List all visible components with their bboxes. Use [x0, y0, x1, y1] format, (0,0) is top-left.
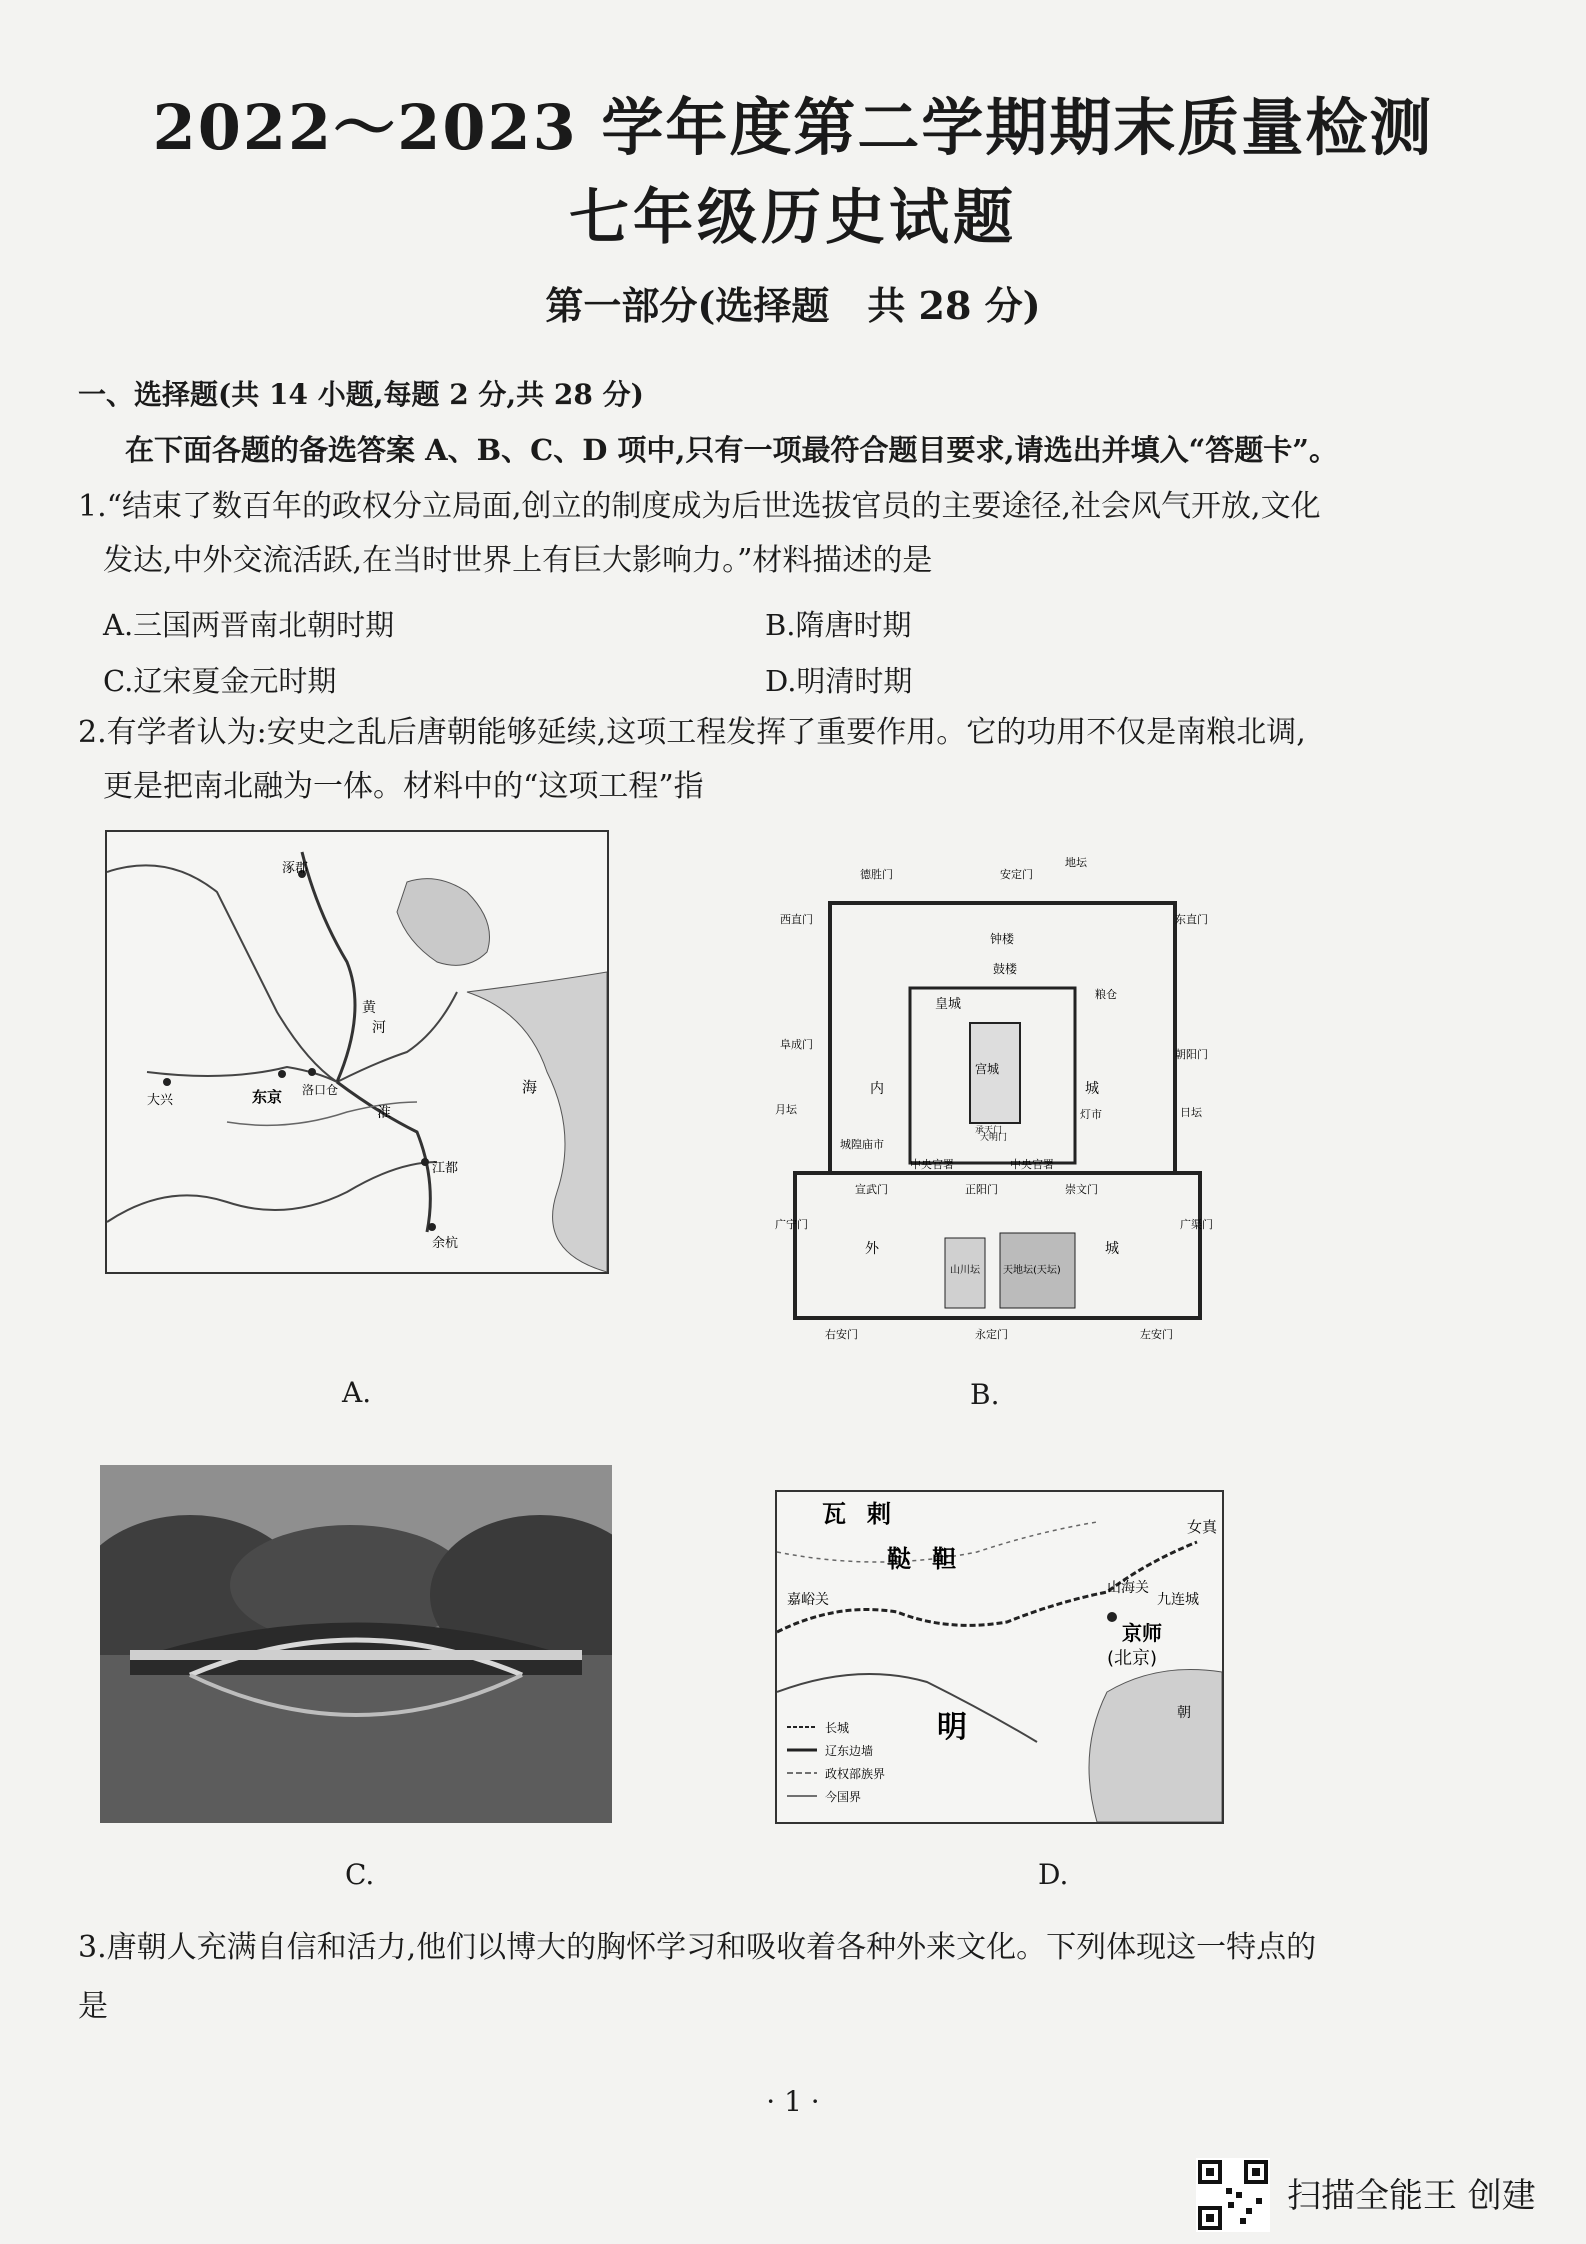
- map-b-label: 天地坛(天坛): [1003, 1265, 1061, 1276]
- map-b-label: 永定门: [975, 1328, 1008, 1341]
- map-b-label: 正阳门: [965, 1183, 998, 1196]
- option-d-great-wall-map: [775, 1490, 1224, 1824]
- map-a-label: 大兴: [147, 1093, 174, 1108]
- map-a-label: 洛口仓: [302, 1083, 339, 1097]
- map-d-label: (北京): [1107, 1648, 1158, 1669]
- q1-option-b: B.隋唐时期: [765, 608, 912, 642]
- map-b-label: 东直门: [1175, 913, 1208, 926]
- caption-d: D.: [1038, 1858, 1069, 1891]
- map-b-label: 日坛: [1180, 1106, 1202, 1119]
- section-heading: 一、选择题(共 14 小题,每题 2 分,共 28 分): [78, 378, 644, 411]
- map-a-label: 海: [522, 1078, 538, 1096]
- map-d-legend: 今国界: [825, 1790, 862, 1804]
- caption-c: C.: [345, 1858, 375, 1891]
- map-b-label: 广宁门: [775, 1218, 808, 1231]
- map-d-label: 九连城: [1157, 1592, 1199, 1608]
- map-b-label: 城隍庙市: [840, 1138, 884, 1151]
- option-a-canal-map: [105, 830, 609, 1274]
- map-b-label: 钟楼: [990, 932, 1015, 946]
- map-d-label: 朝: [1177, 1705, 1191, 1721]
- caption-a: A.: [342, 1376, 372, 1409]
- map-a-label: 东京: [252, 1088, 283, 1106]
- exam-subtitle: 七年级历史试题: [569, 183, 1017, 253]
- map-d-legend: 辽东边墙: [825, 1744, 874, 1758]
- page-number: · 1 ·: [766, 2085, 820, 2118]
- map-b-label: 宣武门: [855, 1183, 888, 1196]
- qr-code-icon: [1196, 2158, 1270, 2232]
- map-a-label: 涿郡: [282, 861, 309, 876]
- map-b-label: 承天门: [975, 1126, 1003, 1136]
- q1-option-d: D.明清时期: [765, 664, 913, 698]
- map-b-label: 山川坛: [950, 1265, 980, 1276]
- question-1-line2: 发达,中外交流活跃,在当时世界上有巨大影响力。”材料描述的是: [103, 543, 933, 578]
- map-b-label: 大明门: [980, 1133, 1008, 1143]
- exam-title: 2022～2023 学年度第二学期期末质量检测: [152, 91, 1434, 164]
- map-a-label: 河: [372, 1020, 386, 1036]
- map-b-label: 中央官署: [910, 1158, 954, 1171]
- map-b-label: 右安门: [825, 1328, 858, 1341]
- map-b-label: 城: [1085, 1081, 1099, 1097]
- q1-option-a: A.三国两晋南北朝时期: [103, 608, 395, 642]
- map-a-label: 黄: [362, 1000, 376, 1016]
- map-b-label: 粮仓: [1095, 988, 1117, 1001]
- map-d-label: 女真: [1187, 1518, 1218, 1536]
- map-b-label: 内: [870, 1081, 884, 1097]
- option-c-bridge-photo: [100, 1465, 612, 1823]
- map-b-label: 皇城: [935, 997, 962, 1012]
- caption-b: B.: [970, 1378, 1000, 1411]
- map-b-label: 安定门: [1000, 868, 1033, 881]
- q1-option-c: C.辽宋夏金元时期: [103, 664, 337, 698]
- map-d-legend: 政权部族界: [825, 1767, 886, 1781]
- map-d-label: 嘉峪关: [787, 1592, 829, 1608]
- map-b-label: 崇文门: [1065, 1183, 1098, 1196]
- map-b-label: 鼓楼: [993, 962, 1018, 976]
- map-d-label: 靼: [932, 1545, 956, 1573]
- map-b-label: 外: [865, 1241, 879, 1257]
- map-d-label: 山海关: [1107, 1580, 1149, 1596]
- map-b-label: 阜成门: [780, 1038, 813, 1051]
- question-2-line1: 2.有学者认为:安史之乱后唐朝能够延续,这项工程发挥了重要作用。它的功用不仅是南粮北调,: [78, 715, 1306, 750]
- map-b-label: 城: [1105, 1241, 1119, 1257]
- option-b-beijing-plan: [775, 848, 1215, 1348]
- map-b-label: 朝阳门: [1175, 1048, 1208, 1061]
- map-b-label: 西直门: [780, 913, 813, 926]
- map-a-label: 江都: [432, 1161, 459, 1176]
- map-d-label: 瓦: [822, 1500, 846, 1528]
- map-d-label: 鞑: [887, 1545, 911, 1573]
- map-b-label: 广渠门: [1180, 1218, 1213, 1231]
- question-1-line1: 1.“结束了数百年的政权分立局面,创立的制度成为后世选拔官员的主要途径,社会风气开放,文化: [78, 489, 1321, 524]
- map-a-label: 淮: [377, 1105, 391, 1121]
- map-d-label: 京师: [1122, 1621, 1162, 1645]
- map-b-label: 中央官署: [1010, 1158, 1054, 1171]
- map-b-label: 左安门: [1140, 1328, 1173, 1341]
- map-b-label: 德胜门: [860, 868, 893, 881]
- section-instruction: 在下面各题的备选答案 A、B、C、D 项中,只有一项最符合题目要求,请选出并填入“答题卡”。: [125, 433, 1338, 467]
- map-b-label: 地坛: [1065, 856, 1087, 869]
- question-3-line2: 是: [78, 1989, 108, 2024]
- watermark-text: 扫描全能王 创建: [1287, 2176, 1536, 2216]
- map-b-label: 月坛: [775, 1103, 797, 1116]
- map-b-label: 灯市: [1080, 1108, 1102, 1121]
- map-d-label: 明: [937, 1710, 967, 1745]
- map-d-legend: 长城: [825, 1721, 850, 1735]
- question-2-line2: 更是把南北融为一体。材料中的“这项工程”指: [103, 769, 704, 804]
- map-d-label: 剌: [867, 1500, 891, 1528]
- question-3-line1: 3.唐朝人充满自信和活力,他们以博大的胸怀学习和吸收着各种外来文化。下列体现这一特点的: [78, 1930, 1317, 1965]
- map-b-label: 宫城: [975, 1062, 1000, 1076]
- part-title: 第一部分(选择题 共 28 分): [545, 283, 1041, 328]
- map-a-label: 余杭: [432, 1236, 459, 1251]
